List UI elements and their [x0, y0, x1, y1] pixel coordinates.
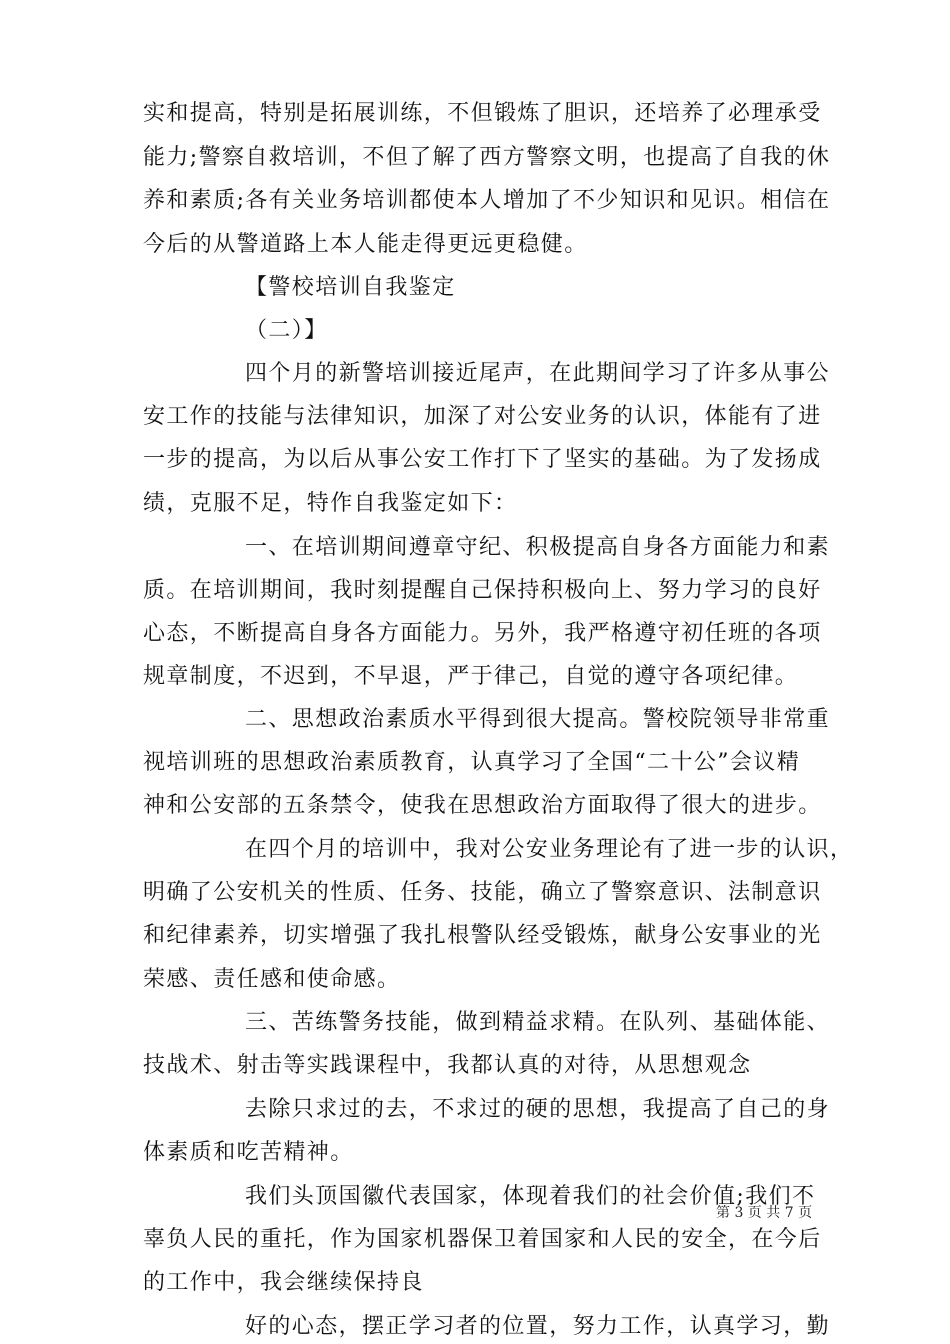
text-line: 辜负人民的重托，作为国家机器保卫着国家和人民的安全，在今后	[143, 1227, 822, 1252]
text-line: 的工作中，我会继续保持良	[143, 1270, 424, 1295]
text-line: 体素质和吃苦精神。	[143, 1140, 354, 1165]
paragraph-first-line: 四个月的新警培训接近尾声，在此期间学习了许多从事公	[245, 361, 831, 386]
paragraph-first-line: 在四个月的培训中，我对公安业务理论有了进一步的认识，	[245, 837, 854, 862]
page-number: 第 3 页 共 7 页	[716, 1205, 813, 1221]
text-line: 质。在培训期间，我时刻提醒自己保持积极向上、努力学习的良好	[143, 578, 822, 603]
paragraph-first-line: 好的心态，摆正学习者的位置，努力工作，认真学习，勤	[245, 1314, 831, 1339]
text-line: 技战术、射击等实践课程中，我都认真的对待，从思想观念	[143, 1053, 752, 1078]
text-line: 和纪律素养，切实增强了我扎根警队经受锻炼，献身公安事业的光	[143, 923, 822, 948]
text-line: 神和公安部的五条禁令，使我在思想政治方面取得了很大的进步。	[143, 793, 822, 818]
paragraph-first-line: 三、苦练警务技能，做到精益求精。在队列、基础体能、	[245, 1010, 831, 1035]
text-line: 安工作的技能与法律知识，加深了对公安业务的认识，体能有了进	[143, 404, 822, 429]
text-line: 心态，不断提高自身各方面能力。另外，我严格遵守初任班的各项	[143, 621, 822, 646]
paragraph-first-line: 我们头顶国徽代表国家，体现着我们的社会价值;我们不	[245, 1184, 816, 1209]
text-line: 荣感、责任感和使命感。	[143, 967, 401, 992]
text-line: 养和素质;各有关业务培训都使本人增加了不少知识和见识。相信在	[143, 188, 831, 213]
text-line: 规章制度，不迟到，不早退，严于律己，自觉的遵守各项纪律。	[143, 664, 799, 689]
text-line: 一步的提高，为以后从事公安工作打下了坚实的基础。为了发扬成	[143, 447, 822, 472]
paragraph-first-line: 二、思想政治素质水平得到很大提高。警校院领导非常重	[245, 707, 831, 732]
text-line: 今后的从警道路上本人能走得更远更稳健。	[143, 232, 588, 257]
text-line: 能力;警察自救培训，不但了解了西方警察文明，也提高了自我的休	[143, 145, 831, 170]
text-line: 实和提高，特别是拓展训练，不但锻炼了胆识，还培养了必理承受	[143, 101, 822, 126]
paragraph-first-line: 一、在培训期间遵章守纪、积极提高自身各方面能力和素	[245, 535, 831, 560]
text-line: 明确了公安机关的性质、任务、技能，确立了警察意识、法制意识	[143, 880, 822, 905]
section-heading-suffix: （二）】	[245, 318, 328, 343]
text-line: 绩，克服不足，特作自我鉴定如下：	[143, 491, 518, 516]
section-heading: 【警校培训自我鉴定	[245, 275, 456, 300]
paragraph-first-line: 去除只求过的去，不求过的硬的思想，我提高了自己的身	[245, 1097, 831, 1122]
text-line: 视培训班的思想政治素质教育，认真学习了全国“二十公”会议精	[143, 750, 801, 775]
